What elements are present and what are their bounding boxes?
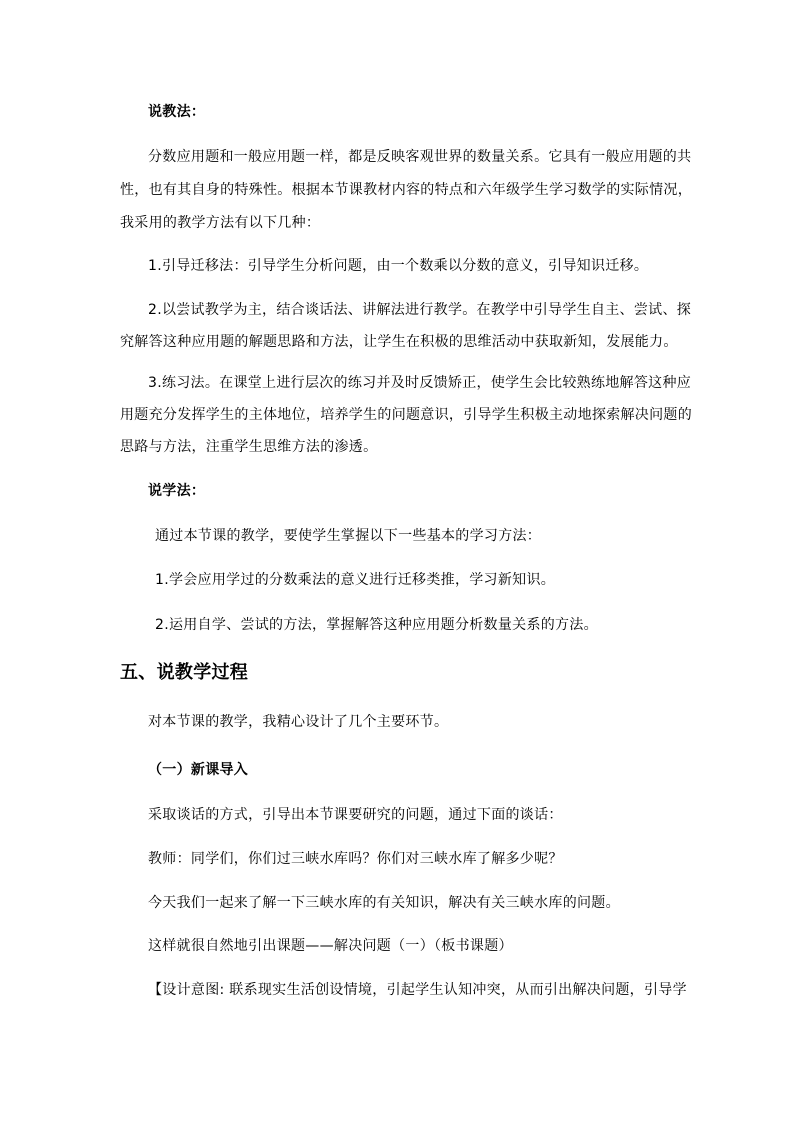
teaching-method-item-3-line-3: 思路与方法，注重学生思维方法的渗透。 [120,439,378,455]
teaching-process-paragraph-1: 采取谈话的方式，引导出本节课要研究的问题，通过下面的谈话： [148,807,563,823]
teaching-method-item-1: 1.引导迁移法：引导学生分析问题，由一个数乘以分数的意义，引导知识迁移。 [148,258,649,274]
teaching-method-item-3-line-1: 3.练习法。在课堂上进行层次的练习并及时反馈矫正，使学生会比较熟练地解答这种应 [148,375,692,391]
teaching-method-title: 说教法： [148,104,206,120]
teaching-method-paragraph-line-1: 分数应用题和一般应用题一样，都是反映客观世界的数量关系。它具有一般应用题的共 [148,149,692,165]
teaching-process-paragraph-5: 【设计意图: 联系现实生活创设情境，引起学生认知冲突，从而引出解决问题，引导学 [148,982,687,998]
teaching-method-item-2-line-1: 2.以尝试教学为主，结合谈话法、讲解法进行教学。在教学中引导学生自主、尝试、探 [148,302,692,318]
teaching-method-item-2-line-2: 究解答这种应用题的解题思路和方法，让学生在积极的思维活动中获取新知，发展能力。 [120,334,678,350]
learning-method-item-1: 1.学会应用学过的分数乘法的意义进行迁移类推，学习新知识。 [155,572,556,588]
teaching-method-paragraph-line-2: 性，也有其自身的特殊性。根据本节课教材内容的特点和六年级学生学习数学的实际情况， [120,182,692,198]
teaching-method-item-3-line-2: 用题充分发挥学生的主体地位，培养学生的问题意识，引导学生积极主动地探索解决问题的 [120,407,692,423]
learning-method-intro: 通过本节课的教学，要使学生掌握以下一些基本的学习方法： [155,528,542,544]
teaching-process-intro: 对本节课的教学，我精心设计了几个主要环节。 [148,714,449,730]
teaching-process-paragraph-4: 这样就很自然地引出课题——解决问题（一）（板书课题） [148,938,513,954]
teaching-process-heading: 五、说教学过程 [120,662,249,683]
teaching-process-paragraph-2: 教师：同学们，你们过三峡水库吗？你们对三峡水库了解多少呢？ [148,851,563,867]
teaching-process-paragraph-3: 今天我们一起来了解一下三峡水库的有关知识，解决有关三峡水库的问题。 [148,895,620,911]
teaching-method-paragraph-line-3: 我采用的教学方法有以下几种： [120,215,321,231]
teaching-process-sub-heading: （一）新课导入 [148,762,249,778]
learning-method-item-2: 2.运用自学、尝试的方法，掌握解答这种应用题分析数量关系的方法。 [155,617,598,633]
learning-method-title: 说学法： [148,483,206,499]
